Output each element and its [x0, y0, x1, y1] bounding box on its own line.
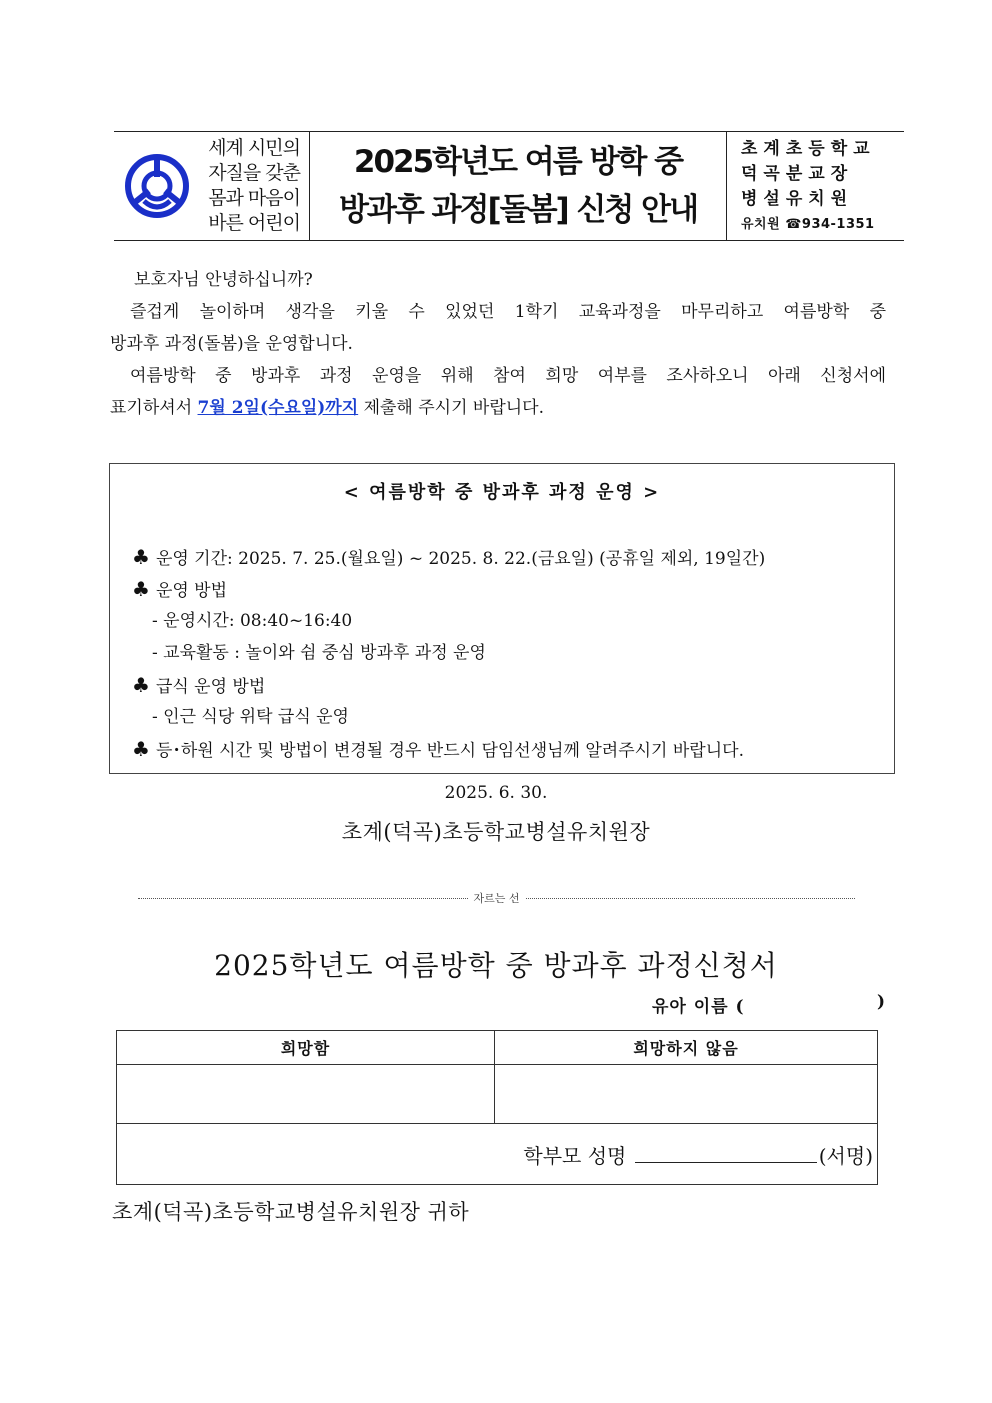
- intro-paragraph-1-line-2: 방과후 과정(돌봄)을 운영합니다.: [110, 334, 353, 354]
- info-activity: - 교육활동 : 놀이와 쉼 중심 방과후 과정 운영: [152, 643, 486, 663]
- info-hours: - 운영시간: 08:40~16:40: [152, 611, 353, 631]
- club-bullet-icon: ♣: [132, 577, 150, 601]
- principal-signature: 초계(덕곡)초등학교병설유치원장: [341, 820, 651, 844]
- column-not-want: 희망하지 않음: [495, 1031, 878, 1065]
- club-bullet-icon: ♣: [132, 545, 150, 569]
- application-table: [116, 1030, 878, 1185]
- info-period: [132, 541, 765, 575]
- child-name-label: 유아 이름 (: [652, 997, 745, 1017]
- parent-signature-row: [117, 1124, 878, 1185]
- want-checkbox-cell[interactable]: [117, 1065, 495, 1124]
- info-method-text: 운영 방법: [155, 581, 228, 601]
- motto-line: 몸과 마음이: [208, 187, 300, 209]
- child-name-close: ): [877, 992, 886, 1012]
- info-notice-text: 등･하원 시간 및 방법이 변경될 경우 반드시 담임선생님께 알려주시기 바랍니다.: [155, 741, 744, 761]
- phone-number: 유치원 ☎934-1351: [741, 216, 875, 232]
- school-info: [727, 132, 904, 240]
- school-emblem-icon: [122, 151, 192, 221]
- info-period-text: 운영 기간: 2025. 7. 25.(월요일) ~ 2025. 8. 22.(금요일) (공휴일 제외, 19일간): [155, 549, 766, 569]
- header-left: [114, 132, 310, 240]
- school-name-line: 덕곡분교장: [741, 163, 854, 184]
- info-method: [132, 573, 227, 607]
- cut-line-label: 자르는 선: [473, 892, 520, 905]
- school-name-line: 초계초등학교: [741, 138, 876, 159]
- info-notice: [132, 733, 744, 767]
- info-meal-text: 급식 운영 방법: [155, 677, 266, 697]
- deadline-date: 7월 2일(수요일)까지: [197, 398, 359, 418]
- info-meal-detail: - 인근 식당 위탁 급식 운영: [152, 707, 349, 727]
- school-name-line: 병설유치원: [741, 188, 854, 209]
- column-want: 희망함: [117, 1031, 495, 1065]
- sign-label: (서명): [818, 1143, 873, 1168]
- club-bullet-icon: ♣: [132, 737, 150, 761]
- intro-paragraph-2-line-2: [110, 392, 886, 424]
- document-title: [310, 132, 727, 240]
- document-header: [114, 131, 904, 241]
- intro-paragraph-2-line-1: 여름방학 중 방과후 과정 운영을 위해 참여 희망 여부를 조사하오니 아래 신청서에: [130, 366, 886, 386]
- not-want-checkbox-cell[interactable]: [495, 1065, 878, 1124]
- form-recipient: 초계(덕곡)초등학교병설유치원장 귀하: [112, 1200, 470, 1224]
- cut-line-dots: [138, 898, 468, 899]
- title-line-1: 2025학년도 여름 방학 중: [353, 144, 683, 180]
- info-meal: [132, 669, 265, 703]
- deadline-suffix: 제출해 주시기 바랍니다.: [363, 398, 544, 418]
- info-box-title: < 여름방학 중 방과후 과정 운영 >: [343, 482, 661, 503]
- greeting: 보호자님 안녕하십니까?: [134, 270, 313, 290]
- cut-line-dots: [526, 898, 856, 899]
- parent-name-label: 학부모 성명: [523, 1143, 627, 1168]
- operation-info-box: [109, 463, 895, 774]
- school-motto: [204, 136, 300, 236]
- motto-line: 세계 시민의: [208, 137, 300, 159]
- motto-line: 바른 어린이: [208, 212, 300, 234]
- parent-name-field[interactable]: [635, 1140, 817, 1163]
- club-bullet-icon: ♣: [132, 673, 150, 697]
- form-title: 2025학년도 여름방학 중 방과후 과정신청서: [214, 949, 778, 982]
- title-line-2: 방과후 과정[돌봄] 신청 안내: [338, 192, 698, 228]
- notice-date: 2025. 6. 30.: [444, 783, 548, 803]
- cut-line: [138, 890, 855, 906]
- motto-line: 자질을 갖춘: [208, 162, 300, 184]
- deadline-prefix: 표기하셔서: [110, 398, 193, 418]
- intro-paragraph-1-line-1: 즐겁게 놀이하며 생각을 키울 수 있었던 1학기 교육과정을 마무리하고 여름방학 중: [130, 302, 886, 322]
